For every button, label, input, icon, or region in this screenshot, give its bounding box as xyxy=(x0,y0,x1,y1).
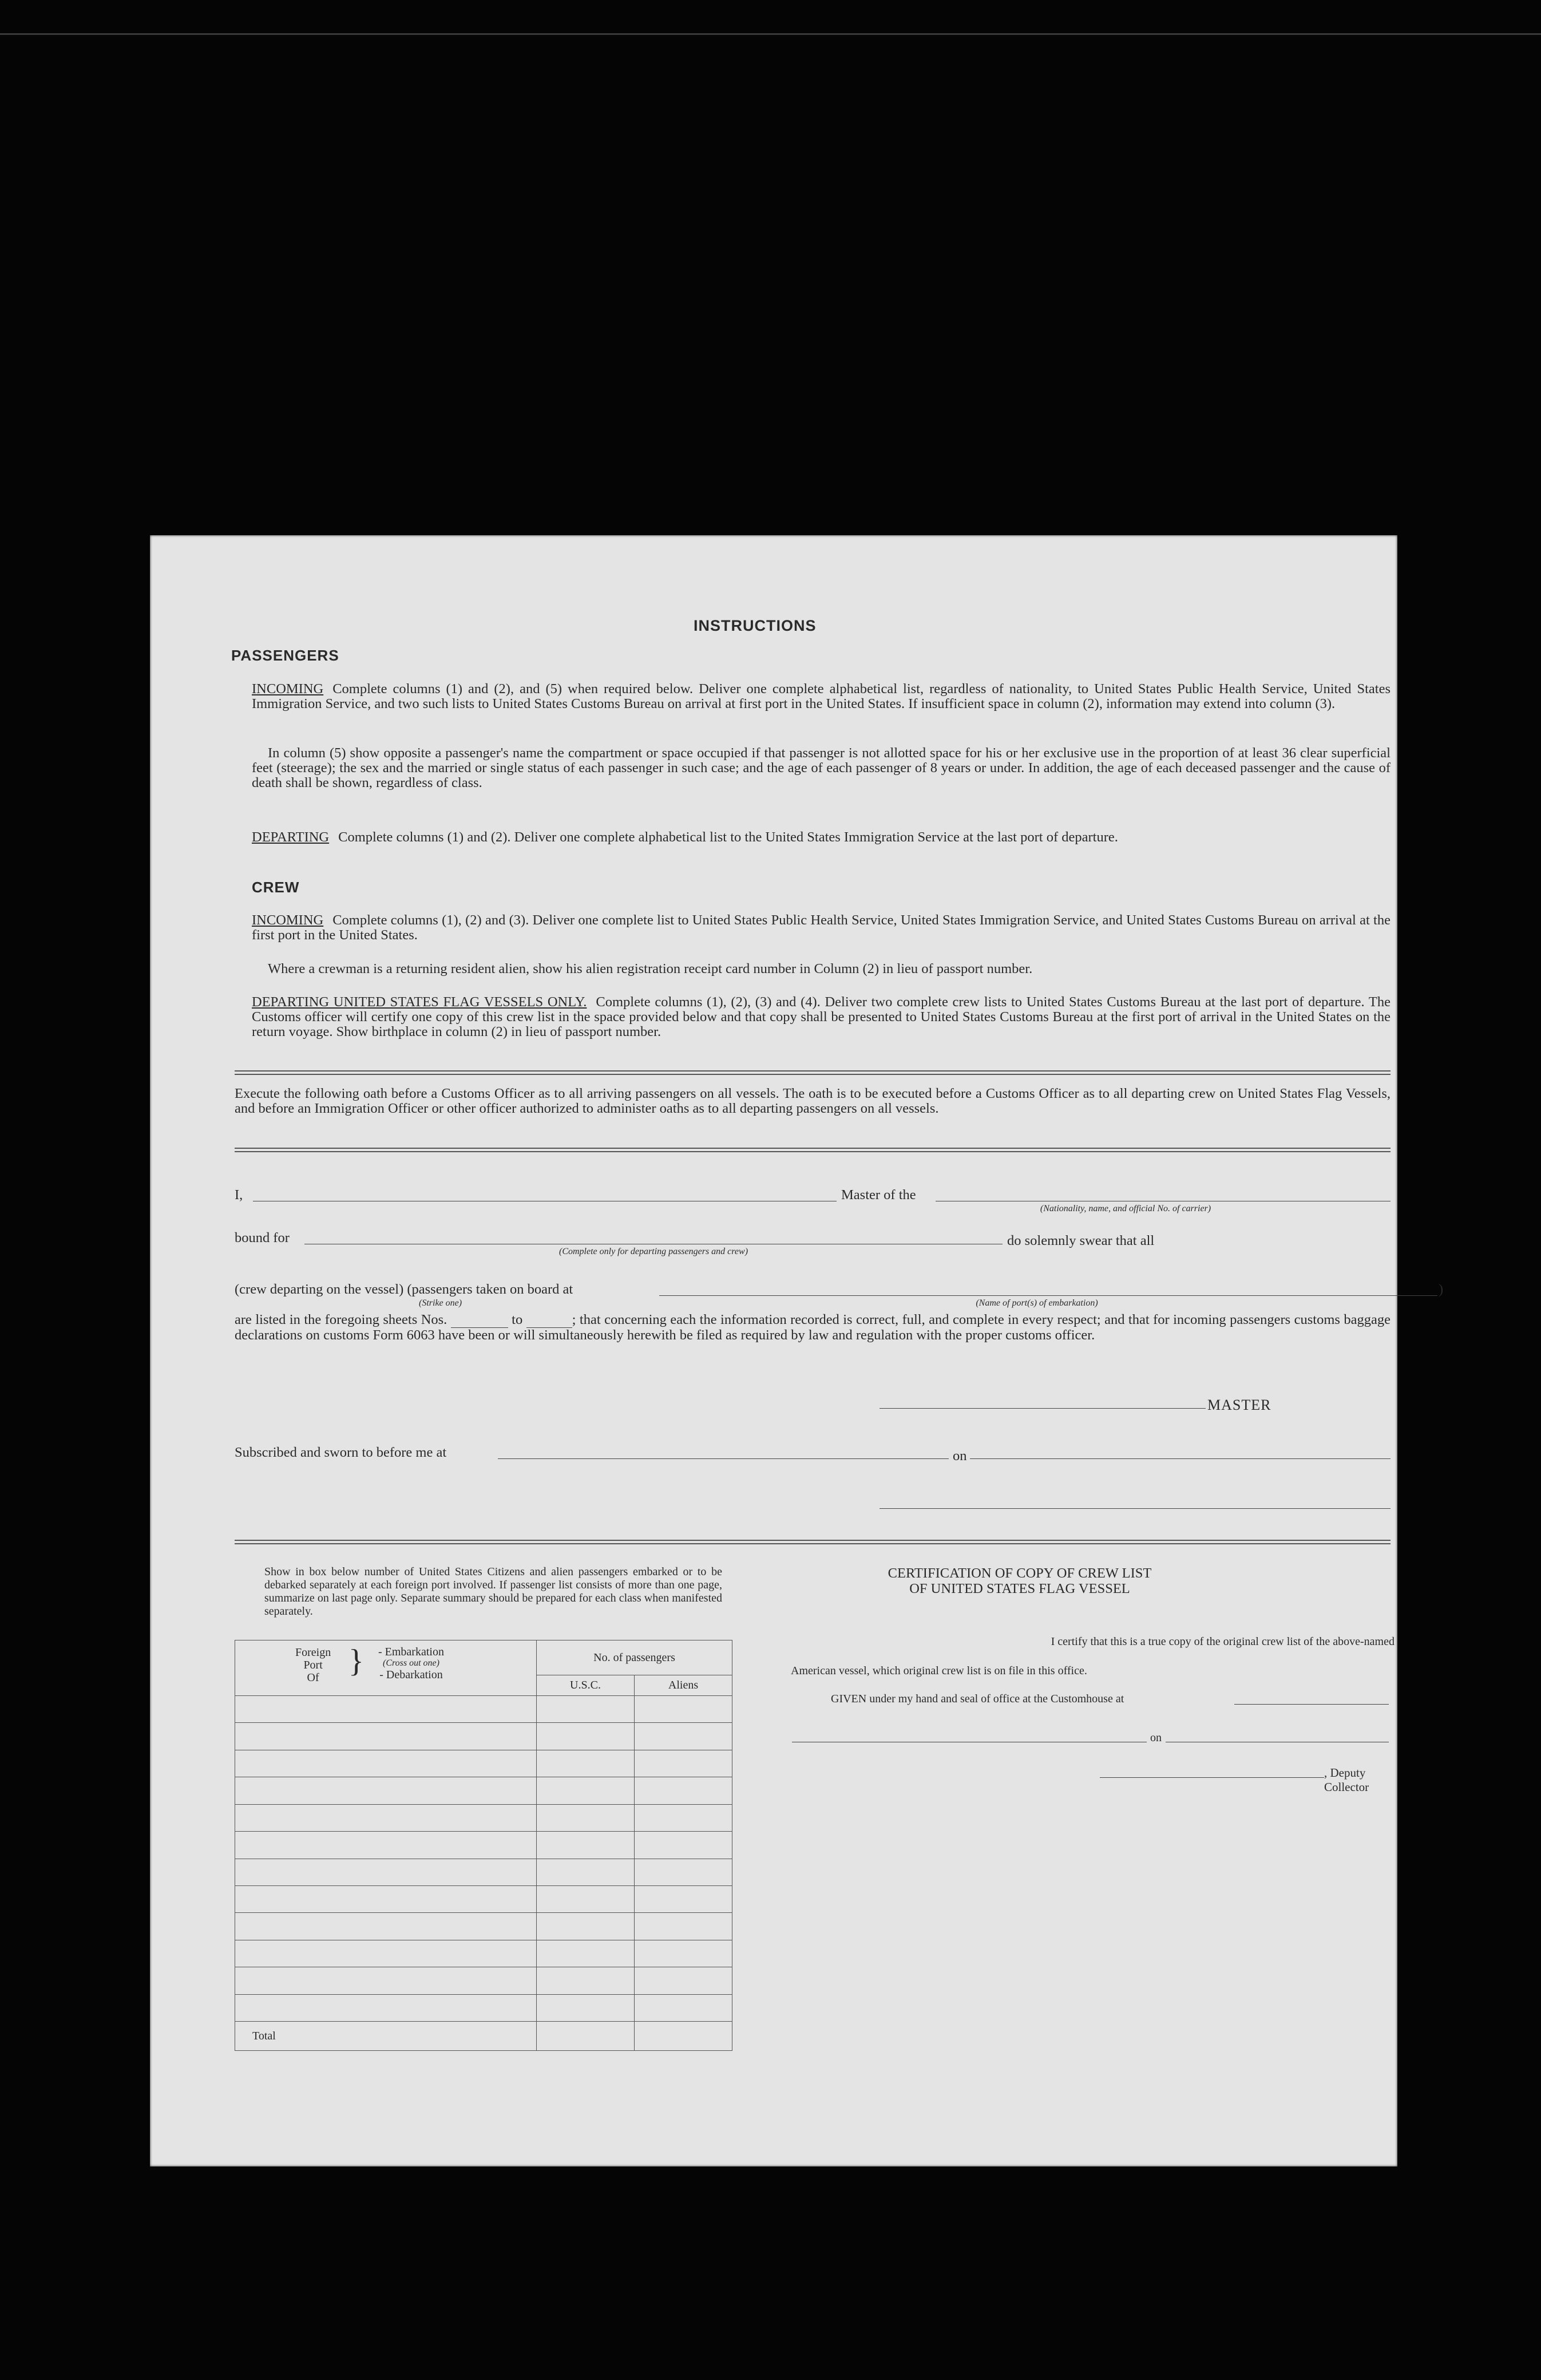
crew-departing-paragraph xyxy=(252,995,1391,1039)
aliens-cell[interactable] xyxy=(635,1750,732,1777)
certify-line-2: American vessel, which original crew list is on file in this office. xyxy=(791,1665,1087,1677)
crew-incoming-text: Complete columns (1), (2) and (3). Deliver one complete list to United States Public Health Service, United States Immigration Service, and United States Customs Bureau on arrival at the first port in the United States. xyxy=(252,912,1391,943)
port-cell[interactable] xyxy=(235,1695,537,1722)
passengers-departing-text: Complete columns (1) and (2). Deliver one complete alphabetical list to the United States Immigration Service at the last port of departure. xyxy=(338,829,1118,845)
crew-incoming-label: INCOMING xyxy=(252,912,324,928)
port-cell[interactable] xyxy=(235,1913,537,1940)
port-caption: (Name of port(s) of embarkation) xyxy=(976,1298,1098,1308)
master-signature-line[interactable] xyxy=(880,1408,1206,1409)
usc-cell[interactable] xyxy=(537,1832,635,1859)
passengers-incoming-label: INCOMING xyxy=(252,681,324,697)
aliens-cell[interactable] xyxy=(635,1886,732,1913)
certification-title xyxy=(837,1565,1203,1596)
passengers-departing-label: DEPARTING xyxy=(252,829,330,845)
crew-heading: CREW xyxy=(252,879,300,896)
sheet-to-field[interactable] xyxy=(526,1312,572,1328)
aliens-cell[interactable] xyxy=(635,1967,732,1994)
embarkation-port-line[interactable] xyxy=(659,1295,1437,1296)
foreign-label: Foreign xyxy=(295,1646,331,1659)
listed-text-1: are listed in the foregoing sheets Nos. xyxy=(235,1312,447,1327)
port-label: Port xyxy=(303,1659,323,1671)
cert-on-label: on xyxy=(1150,1731,1162,1744)
instruction-sheet xyxy=(150,535,1444,2166)
aliens-cell[interactable] xyxy=(635,1859,732,1885)
divider-rule-double xyxy=(235,1074,1391,1075)
certification-title-line-2: OF UNITED STATES FLAG VESSEL xyxy=(909,1581,1130,1596)
given-text: GIVEN under my hand and seal of office at the Customhouse at xyxy=(831,1693,1124,1705)
divider-rule xyxy=(235,1148,1391,1149)
port-cell[interactable] xyxy=(235,1723,537,1750)
total-label: Total xyxy=(235,2022,537,2051)
aliens-cell[interactable] xyxy=(635,1832,732,1859)
aliens-cell[interactable] xyxy=(635,1695,732,1722)
port-cell[interactable] xyxy=(235,1859,537,1885)
subscribed-label: Subscribed and sworn to before me at xyxy=(235,1445,447,1460)
usc-cell[interactable] xyxy=(537,1940,635,1967)
sworn-date-line[interactable] xyxy=(970,1458,1391,1459)
oath-i-label: I, xyxy=(235,1187,243,1203)
cross-out-caption: (Cross out one) xyxy=(383,1658,439,1668)
scan-edge-line xyxy=(0,33,1541,35)
passenger-summary-table xyxy=(235,1640,732,2051)
usc-cell[interactable] xyxy=(537,1859,635,1885)
aliens-header: Aliens xyxy=(635,1675,732,1696)
divider-rule xyxy=(235,1540,1391,1541)
bound-for-caption: (Complete only for departing passengers and crew) xyxy=(558,1247,748,1256)
usc-header: U.S.C. xyxy=(537,1675,635,1696)
port-header-cell xyxy=(235,1640,537,1696)
no-passengers-header: No. of passengers xyxy=(537,1640,732,1675)
usc-cell[interactable] xyxy=(537,1967,635,1994)
listed-text-2: ; that concerning each the information recorded is correct, full, and complete in every respect; and that for incoming passengers customs baggage declarations on customs Form 6063 have been or will simultaneously herewith be filed as required by law and regulation with the proper customs officer. xyxy=(235,1312,1391,1343)
deputy-signature-line[interactable] xyxy=(1100,1777,1324,1778)
passengers-departing-paragraph xyxy=(252,830,1391,845)
certify-line-1: I certify that this is a true copy of the original crew list of the above-named xyxy=(1051,1635,1395,1648)
debarkation-label: - Debarkation xyxy=(379,1669,443,1681)
port-cell[interactable] xyxy=(235,1940,537,1967)
usc-total-cell[interactable] xyxy=(537,2022,635,2051)
crew-departing-label: DEPARTING UNITED STATES FLAG VESSELS ONLY. xyxy=(252,994,587,1010)
usc-cell[interactable] xyxy=(537,1723,635,1750)
aliens-total-cell[interactable] xyxy=(635,2022,732,2051)
master-of-label: Master of the xyxy=(841,1187,916,1203)
sworn-location-line[interactable] xyxy=(498,1458,949,1459)
usc-cell[interactable] xyxy=(537,1994,635,2021)
passengers-column5-paragraph: In column (5) show opposite a passenger's name the compartment or space occupied if that passenger is not allotted space for his or her exclusive use in the proportion of at least 36 clear superficial feet (steerage); the sex and the married or single status of each passenger in such case; and the age of each passenger of 8 years or under. In addition, the age of each deceased passenger and the cause of death shall be shown, regardless of class. xyxy=(252,745,1391,790)
of-label: Of xyxy=(307,1671,319,1684)
aliens-cell[interactable] xyxy=(635,1777,732,1804)
embarkation-label: - Embarkation xyxy=(378,1646,444,1658)
aliens-cell[interactable] xyxy=(635,1913,732,1940)
passengers-heading: PASSENGERS xyxy=(231,647,339,664)
page-title: INSTRUCTIONS xyxy=(694,617,817,634)
deputy-collector-label: , Deputy Collector xyxy=(1324,1766,1369,1794)
usc-cell[interactable] xyxy=(537,1886,635,1913)
divider-rule xyxy=(235,1070,1391,1072)
port-cell[interactable] xyxy=(235,1804,537,1831)
aliens-cell[interactable] xyxy=(635,1994,732,2021)
aliens-cell[interactable] xyxy=(635,1940,732,1967)
port-cell[interactable] xyxy=(235,1750,537,1777)
crew-departing-text: Complete columns (1), (2), (3) and (4). Deliver two complete crew lists to United States Customs Bureau at the last port of departure. The Customs officer will certify one copy of this crew list in the space provided below and that copy shall be presented to United States Customs Bureau at the first port of arrival in the United States on the return voyage. Show birthplace in column (2) in lieu of passport number. xyxy=(252,994,1391,1039)
swear-text: do solemnly swear that all xyxy=(1007,1233,1155,1248)
brace-icon: } xyxy=(348,1643,364,1679)
nationality-caption: (Nationality, name, and official No. of carrier) xyxy=(1040,1204,1211,1213)
port-cell[interactable] xyxy=(235,1832,537,1859)
usc-cell[interactable] xyxy=(537,1777,635,1804)
aliens-cell[interactable] xyxy=(635,1804,732,1831)
port-cell[interactable] xyxy=(235,1886,537,1913)
master-label: MASTER xyxy=(1207,1397,1271,1413)
divider-rule-double xyxy=(235,1151,1391,1152)
officer-signature-line[interactable] xyxy=(880,1508,1391,1509)
close-paren: ) xyxy=(1439,1282,1444,1297)
oath-intro: Execute the following oath before a Customs Officer as to all arriving passengers on all vessels. The oath is to be executed before a Customs Officer as to all departing crew on United States Flag Vessels, and before an Immigration Officer or other officer authorized to administer oaths as to all departing passengers on all vessels. xyxy=(235,1086,1391,1116)
listed-paragraph xyxy=(235,1312,1391,1343)
passengers-incoming-paragraph xyxy=(252,682,1391,711)
strike-caption: (Strike one) xyxy=(419,1298,462,1308)
port-cell[interactable] xyxy=(235,1967,537,1994)
aliens-cell[interactable] xyxy=(635,1723,732,1750)
certification-title-line-1: CERTIFICATION OF COPY OF CREW LIST xyxy=(888,1565,1152,1581)
usc-cell[interactable] xyxy=(537,1913,635,1940)
divider-rule-double xyxy=(235,1543,1391,1544)
crew-incoming-paragraph xyxy=(252,913,1391,943)
crew-departing-option: (crew departing on the vessel) (passengers taken on board at xyxy=(235,1282,573,1297)
port-cell[interactable] xyxy=(235,1994,537,2021)
listed-to-label: to xyxy=(512,1312,523,1327)
crew-resident-paragraph: Where a crewman is a returning resident alien, show his alien registration receipt card number in Column (2) in lieu of passport number. xyxy=(268,961,1033,976)
summary-instructions: Show in box below number of United States Citizens and alien passengers embarked or to be debarked separately at each foreign port involved. If passenger list consists of more than one page, summarize on last page only. Separate summary should be prepared for each class when manifested separately. xyxy=(264,1565,722,1618)
usc-cell[interactable] xyxy=(537,1804,635,1831)
usc-cell[interactable] xyxy=(537,1695,635,1722)
bound-for-label: bound for xyxy=(235,1230,290,1246)
sworn-on-label: on xyxy=(953,1448,967,1464)
port-cell[interactable] xyxy=(235,1777,537,1804)
passengers-incoming-text: Complete columns (1) and (2), and (5) when required below. Deliver one complete alphabetical list, regardless of nationality, to United States Public Health Service, United States Immigration Service, and two such lists to United States Customs Bureau on arrival at first port in the United States. If insufficient space in column (2), information may extend into column (3). xyxy=(252,681,1391,711)
usc-cell[interactable] xyxy=(537,1750,635,1777)
sheet-from-field[interactable] xyxy=(451,1312,508,1328)
customhouse-line[interactable] xyxy=(1234,1704,1389,1705)
